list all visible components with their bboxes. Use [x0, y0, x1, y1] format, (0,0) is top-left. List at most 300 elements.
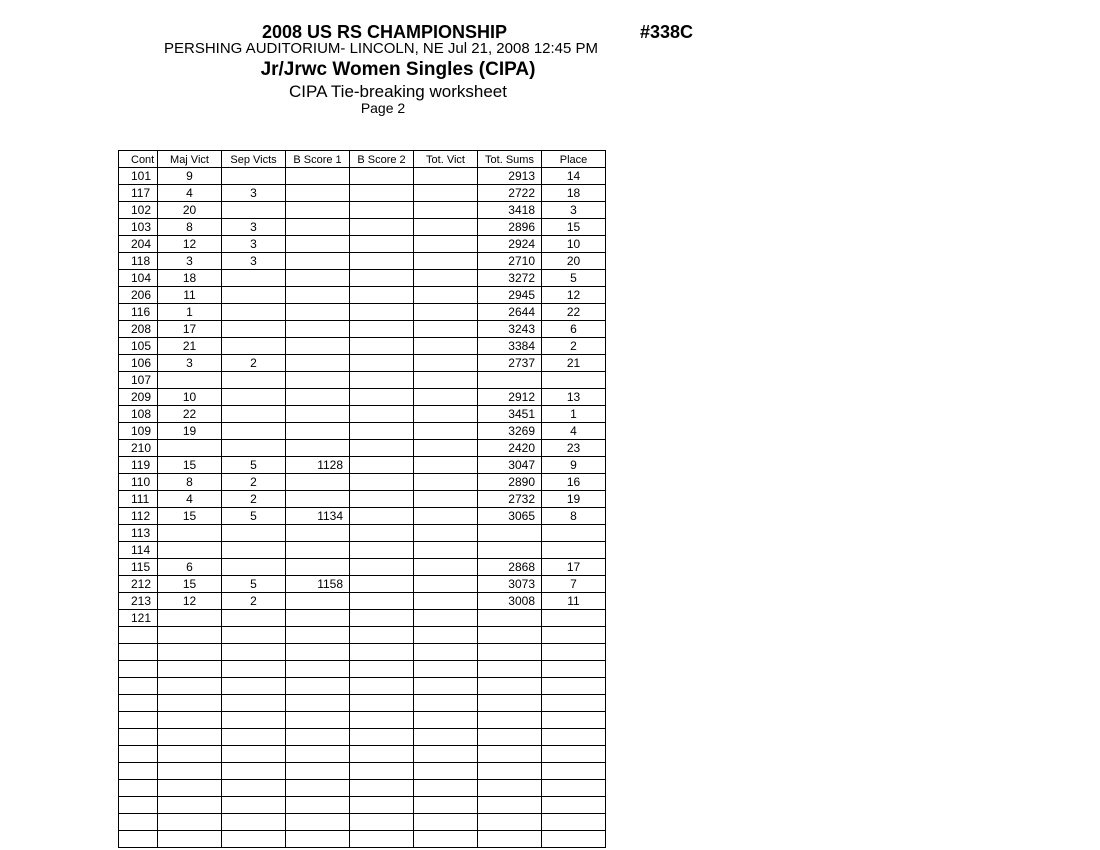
cell-cont: 119 [119, 457, 158, 474]
cell-b-score-2 [350, 712, 414, 729]
cell-maj-vict: 15 [158, 457, 222, 474]
table-row [119, 610, 606, 627]
cell-sep-victs [222, 678, 286, 695]
cell-tot-vict [414, 423, 478, 440]
cell-place [542, 525, 606, 542]
cell-b-score-2 [350, 236, 414, 253]
cell-cont [119, 627, 158, 644]
cell-place [542, 797, 606, 814]
cell-b-score-2 [350, 202, 414, 219]
cell-sep-victs [222, 814, 286, 831]
cell-maj-vict: 8 [158, 474, 222, 491]
cell-b-score-1 [286, 423, 350, 440]
cell-tot-vict [414, 406, 478, 423]
cell-maj-vict [158, 627, 222, 644]
cell-place [542, 678, 606, 695]
cell-sep-victs [222, 746, 286, 763]
cell-tot-sums [478, 814, 542, 831]
cell-sep-victs: 3 [222, 185, 286, 202]
cell-maj-vict: 6 [158, 559, 222, 576]
cell-tot-sums [478, 763, 542, 780]
cell-tot-vict [414, 678, 478, 695]
table-row [119, 304, 606, 321]
table-body [119, 168, 606, 848]
table-row [119, 491, 606, 508]
cell-tot-vict [414, 559, 478, 576]
cell-tot-sums [478, 678, 542, 695]
cell-cont [119, 746, 158, 763]
cell-place [542, 695, 606, 712]
cell-b-score-2 [350, 321, 414, 338]
cell-sep-victs [222, 559, 286, 576]
cell-b-score-1 [286, 236, 350, 253]
cell-tot-sums: 3269 [478, 423, 542, 440]
cell-sep-victs [222, 525, 286, 542]
event-name: Jr/Jrwc Women Singles (CIPA) [260, 59, 536, 80]
table-row [119, 168, 606, 185]
worksheet-subtitle: CIPA Tie-breaking worksheet [289, 82, 507, 101]
cell-b-score-2 [350, 457, 414, 474]
cell-tot-sums: 2722 [478, 185, 542, 202]
cell-place [542, 729, 606, 746]
cell-b-score-1 [286, 814, 350, 831]
cell-maj-vict [158, 797, 222, 814]
cell-cont [119, 780, 158, 797]
cell-maj-vict: 15 [158, 576, 222, 593]
cell-place: 9 [542, 457, 606, 474]
cell-b-score-2 [350, 440, 414, 457]
cell-b-score-2 [350, 491, 414, 508]
cell-b-score-1 [286, 542, 350, 559]
cell-maj-vict: 8 [158, 219, 222, 236]
cell-tot-vict [414, 270, 478, 287]
cell-sep-victs [222, 389, 286, 406]
cell-tot-vict [414, 627, 478, 644]
cell-place [542, 542, 606, 559]
cell-place: 12 [542, 287, 606, 304]
cell-b-score-1 [286, 678, 350, 695]
cell-b-score-2 [350, 678, 414, 695]
cell-cont: 110 [119, 474, 158, 491]
cell-b-score-1 [286, 270, 350, 287]
cell-place [542, 712, 606, 729]
cell-tot-sums [478, 627, 542, 644]
cell-place: 8 [542, 508, 606, 525]
cell-place: 20 [542, 253, 606, 270]
cell-tot-vict [414, 508, 478, 525]
cell-b-score-1 [286, 389, 350, 406]
table-row [119, 389, 606, 406]
cell-place [542, 814, 606, 831]
cell-tot-vict [414, 219, 478, 236]
cell-maj-vict [158, 678, 222, 695]
cell-b-score-1 [286, 338, 350, 355]
cell-b-score-1 [286, 355, 350, 372]
cell-b-score-2 [350, 763, 414, 780]
cell-b-score-1 [286, 661, 350, 678]
cell-cont [119, 678, 158, 695]
table-row [119, 593, 606, 610]
table-row [119, 338, 606, 355]
table-row [119, 219, 606, 236]
cell-maj-vict [158, 712, 222, 729]
cell-tot-sums: 2420 [478, 440, 542, 457]
cell-place: 18 [542, 185, 606, 202]
cell-cont: 208 [119, 321, 158, 338]
cell-tot-sums: 2710 [478, 253, 542, 270]
cell-b-score-1: 1134 [286, 508, 350, 525]
cell-b-score-1 [286, 202, 350, 219]
cell-b-score-2 [350, 746, 414, 763]
cell-tot-sums [478, 797, 542, 814]
cell-maj-vict [158, 372, 222, 389]
cell-tot-sums: 3451 [478, 406, 542, 423]
cell-maj-vict [158, 542, 222, 559]
cell-cont: 108 [119, 406, 158, 423]
cell-maj-vict: 10 [158, 389, 222, 406]
column-header-place: Place [542, 151, 606, 168]
cell-b-score-2 [350, 423, 414, 440]
cell-b-score-2 [350, 576, 414, 593]
cell-tot-vict [414, 780, 478, 797]
tie-breaking-table [118, 150, 606, 848]
table-row [119, 831, 606, 848]
cell-cont: 112 [119, 508, 158, 525]
cell-sep-victs: 5 [222, 457, 286, 474]
cell-cont: 206 [119, 287, 158, 304]
cell-sep-victs [222, 202, 286, 219]
cell-tot-sums [478, 831, 542, 848]
cell-tot-sums [478, 661, 542, 678]
table-row [119, 712, 606, 729]
cell-tot-vict [414, 355, 478, 372]
cell-place: 4 [542, 423, 606, 440]
cell-tot-vict [414, 729, 478, 746]
cell-tot-vict [414, 287, 478, 304]
table-row [119, 202, 606, 219]
cell-tot-vict [414, 814, 478, 831]
cell-cont: 106 [119, 355, 158, 372]
table-row [119, 797, 606, 814]
cell-sep-victs [222, 729, 286, 746]
cell-maj-vict [158, 610, 222, 627]
cell-b-score-1 [286, 304, 350, 321]
cell-b-score-1 [286, 797, 350, 814]
cell-sep-victs [222, 695, 286, 712]
table-row [119, 729, 606, 746]
cell-b-score-1 [286, 253, 350, 270]
cell-cont: 117 [119, 185, 158, 202]
cell-tot-sums [478, 729, 542, 746]
cell-maj-vict [158, 763, 222, 780]
table-row [119, 253, 606, 270]
column-header-b-score-1: B Score 1 [286, 151, 350, 168]
cell-place [542, 746, 606, 763]
cell-tot-sums: 3065 [478, 508, 542, 525]
table-row [119, 508, 606, 525]
cell-cont: 212 [119, 576, 158, 593]
cell-cont: 102 [119, 202, 158, 219]
cell-sep-victs [222, 372, 286, 389]
cell-tot-sums: 2945 [478, 287, 542, 304]
cell-place [542, 644, 606, 661]
table-row [119, 321, 606, 338]
cell-tot-sums [478, 780, 542, 797]
cell-b-score-2 [350, 559, 414, 576]
cell-cont [119, 661, 158, 678]
table-row [119, 780, 606, 797]
cell-b-score-1 [286, 610, 350, 627]
cell-cont [119, 712, 158, 729]
cell-cont: 116 [119, 304, 158, 321]
cell-sep-victs: 3 [222, 253, 286, 270]
cell-cont: 121 [119, 610, 158, 627]
cell-place [542, 780, 606, 797]
cell-tot-sums [478, 644, 542, 661]
cell-sep-victs [222, 712, 286, 729]
cell-tot-sums: 3384 [478, 338, 542, 355]
cell-b-score-2 [350, 168, 414, 185]
cell-b-score-1 [286, 491, 350, 508]
cell-tot-sums: 2913 [478, 168, 542, 185]
cell-maj-vict: 17 [158, 321, 222, 338]
cell-place: 16 [542, 474, 606, 491]
cell-tot-vict [414, 236, 478, 253]
cell-tot-sums [478, 610, 542, 627]
cell-b-score-2 [350, 219, 414, 236]
cell-maj-vict: 21 [158, 338, 222, 355]
cell-b-score-2 [350, 508, 414, 525]
cell-maj-vict: 20 [158, 202, 222, 219]
cell-maj-vict: 4 [158, 185, 222, 202]
cell-tot-vict [414, 644, 478, 661]
cell-b-score-1 [286, 559, 350, 576]
cell-b-score-1 [286, 831, 350, 848]
cell-place: 21 [542, 355, 606, 372]
table-row [119, 576, 606, 593]
table-row [119, 406, 606, 423]
cell-maj-vict [158, 729, 222, 746]
cell-b-score-2 [350, 185, 414, 202]
cell-maj-vict [158, 831, 222, 848]
cell-tot-vict [414, 542, 478, 559]
cell-place: 17 [542, 559, 606, 576]
cell-maj-vict: 18 [158, 270, 222, 287]
cell-sep-victs: 3 [222, 219, 286, 236]
cell-tot-vict [414, 304, 478, 321]
cell-tot-vict [414, 168, 478, 185]
cell-b-score-2 [350, 593, 414, 610]
cell-sep-victs [222, 661, 286, 678]
cell-sep-victs: 5 [222, 508, 286, 525]
column-header-maj-vict: Maj Vict [158, 151, 222, 168]
cell-cont [119, 763, 158, 780]
cell-cont [119, 644, 158, 661]
cell-b-score-2 [350, 627, 414, 644]
cell-cont: 111 [119, 491, 158, 508]
cell-b-score-1: 1158 [286, 576, 350, 593]
document-title: 2008 US RS CHAMPIONSHIP [262, 22, 508, 42]
cell-b-score-2 [350, 389, 414, 406]
column-header-tot-vict: Tot. Vict [414, 151, 478, 168]
table-row [119, 525, 606, 542]
cell-sep-victs [222, 338, 286, 355]
event-number: #338C [640, 22, 694, 42]
cell-tot-vict [414, 202, 478, 219]
table-row [119, 287, 606, 304]
cell-tot-vict [414, 185, 478, 202]
cell-tot-vict [414, 695, 478, 712]
cell-b-score-1 [286, 219, 350, 236]
cell-tot-vict [414, 712, 478, 729]
cell-maj-vict: 19 [158, 423, 222, 440]
table-row [119, 559, 606, 576]
cell-place: 15 [542, 219, 606, 236]
cell-cont [119, 814, 158, 831]
cell-b-score-1 [286, 525, 350, 542]
cell-place: 5 [542, 270, 606, 287]
cell-cont: 104 [119, 270, 158, 287]
cell-tot-vict [414, 593, 478, 610]
cell-tot-vict [414, 831, 478, 848]
cell-b-score-2 [350, 474, 414, 491]
table-row [119, 678, 606, 695]
cell-tot-sums: 3418 [478, 202, 542, 219]
cell-b-score-2 [350, 542, 414, 559]
cell-sep-victs [222, 406, 286, 423]
table-row [119, 474, 606, 491]
cell-b-score-1 [286, 372, 350, 389]
cell-sep-victs [222, 287, 286, 304]
cell-place: 23 [542, 440, 606, 457]
cell-b-score-2 [350, 355, 414, 372]
venue-datetime: PERSHING AUDITORIUM- LINCOLN, NE Jul 21, 2008 12:45 PM [164, 40, 599, 57]
cell-maj-vict: 3 [158, 253, 222, 270]
cell-b-score-1 [286, 321, 350, 338]
cell-cont: 210 [119, 440, 158, 457]
table-row [119, 457, 606, 474]
cell-cont: 118 [119, 253, 158, 270]
table-row [119, 236, 606, 253]
table-row [119, 185, 606, 202]
cell-tot-vict [414, 440, 478, 457]
column-header-b-score-2: B Score 2 [350, 151, 414, 168]
cell-tot-sums: 3073 [478, 576, 542, 593]
cell-b-score-2 [350, 372, 414, 389]
cell-sep-victs [222, 168, 286, 185]
cell-sep-victs [222, 440, 286, 457]
cell-maj-vict [158, 695, 222, 712]
cell-tot-vict [414, 389, 478, 406]
cell-tot-vict [414, 457, 478, 474]
cell-maj-vict: 12 [158, 236, 222, 253]
cell-maj-vict [158, 440, 222, 457]
cell-tot-vict [414, 474, 478, 491]
cell-b-score-2 [350, 797, 414, 814]
cell-sep-victs: 3 [222, 236, 286, 253]
table-row [119, 270, 606, 287]
cell-b-score-2 [350, 780, 414, 797]
cell-tot-sums [478, 372, 542, 389]
cell-cont [119, 729, 158, 746]
table-row [119, 627, 606, 644]
cell-sep-victs: 2 [222, 355, 286, 372]
cell-maj-vict [158, 814, 222, 831]
cell-b-score-1 [286, 185, 350, 202]
cell-b-score-1 [286, 780, 350, 797]
cell-tot-vict [414, 525, 478, 542]
cell-sep-victs [222, 321, 286, 338]
cell-b-score-2 [350, 729, 414, 746]
cell-maj-vict [158, 661, 222, 678]
cell-place: 11 [542, 593, 606, 610]
cell-sep-victs [222, 423, 286, 440]
cell-sep-victs [222, 610, 286, 627]
cell-tot-sums [478, 525, 542, 542]
table-row [119, 440, 606, 457]
cell-place: 6 [542, 321, 606, 338]
cell-maj-vict: 9 [158, 168, 222, 185]
page-number: Page 2 [360, 100, 406, 116]
table-header-row [119, 151, 606, 168]
cell-b-score-2 [350, 644, 414, 661]
cell-tot-sums [478, 695, 542, 712]
cell-cont [119, 797, 158, 814]
cell-b-score-2 [350, 525, 414, 542]
column-header-cont: Cont [119, 151, 158, 168]
cell-tot-sums: 3008 [478, 593, 542, 610]
cell-sep-victs: 5 [222, 576, 286, 593]
cell-cont: 113 [119, 525, 158, 542]
cell-sep-victs [222, 831, 286, 848]
cell-maj-vict: 12 [158, 593, 222, 610]
cell-sep-victs [222, 542, 286, 559]
cell-maj-vict [158, 780, 222, 797]
cell-maj-vict [158, 525, 222, 542]
cell-place: 7 [542, 576, 606, 593]
table-row [119, 661, 606, 678]
cell-tot-sums [478, 712, 542, 729]
cell-b-score-2 [350, 406, 414, 423]
cell-cont: 103 [119, 219, 158, 236]
cell-tot-sums [478, 542, 542, 559]
cell-cont: 213 [119, 593, 158, 610]
cell-maj-vict: 3 [158, 355, 222, 372]
table-row [119, 542, 606, 559]
cell-b-score-2 [350, 338, 414, 355]
cell-tot-sums: 3272 [478, 270, 542, 287]
cell-tot-vict [414, 491, 478, 508]
cell-place: 10 [542, 236, 606, 253]
cell-b-score-1 [286, 746, 350, 763]
cell-place: 3 [542, 202, 606, 219]
cell-sep-victs [222, 627, 286, 644]
table-row [119, 423, 606, 440]
cell-b-score-1 [286, 287, 350, 304]
cell-tot-vict [414, 338, 478, 355]
table-row [119, 644, 606, 661]
cell-sep-victs [222, 304, 286, 321]
cell-b-score-2 [350, 304, 414, 321]
cell-sep-victs [222, 270, 286, 287]
cell-tot-vict [414, 576, 478, 593]
cell-cont: 107 [119, 372, 158, 389]
cell-place: 13 [542, 389, 606, 406]
cell-b-score-2 [350, 661, 414, 678]
cell-tot-vict [414, 797, 478, 814]
cell-tot-vict [414, 763, 478, 780]
table-row [119, 355, 606, 372]
